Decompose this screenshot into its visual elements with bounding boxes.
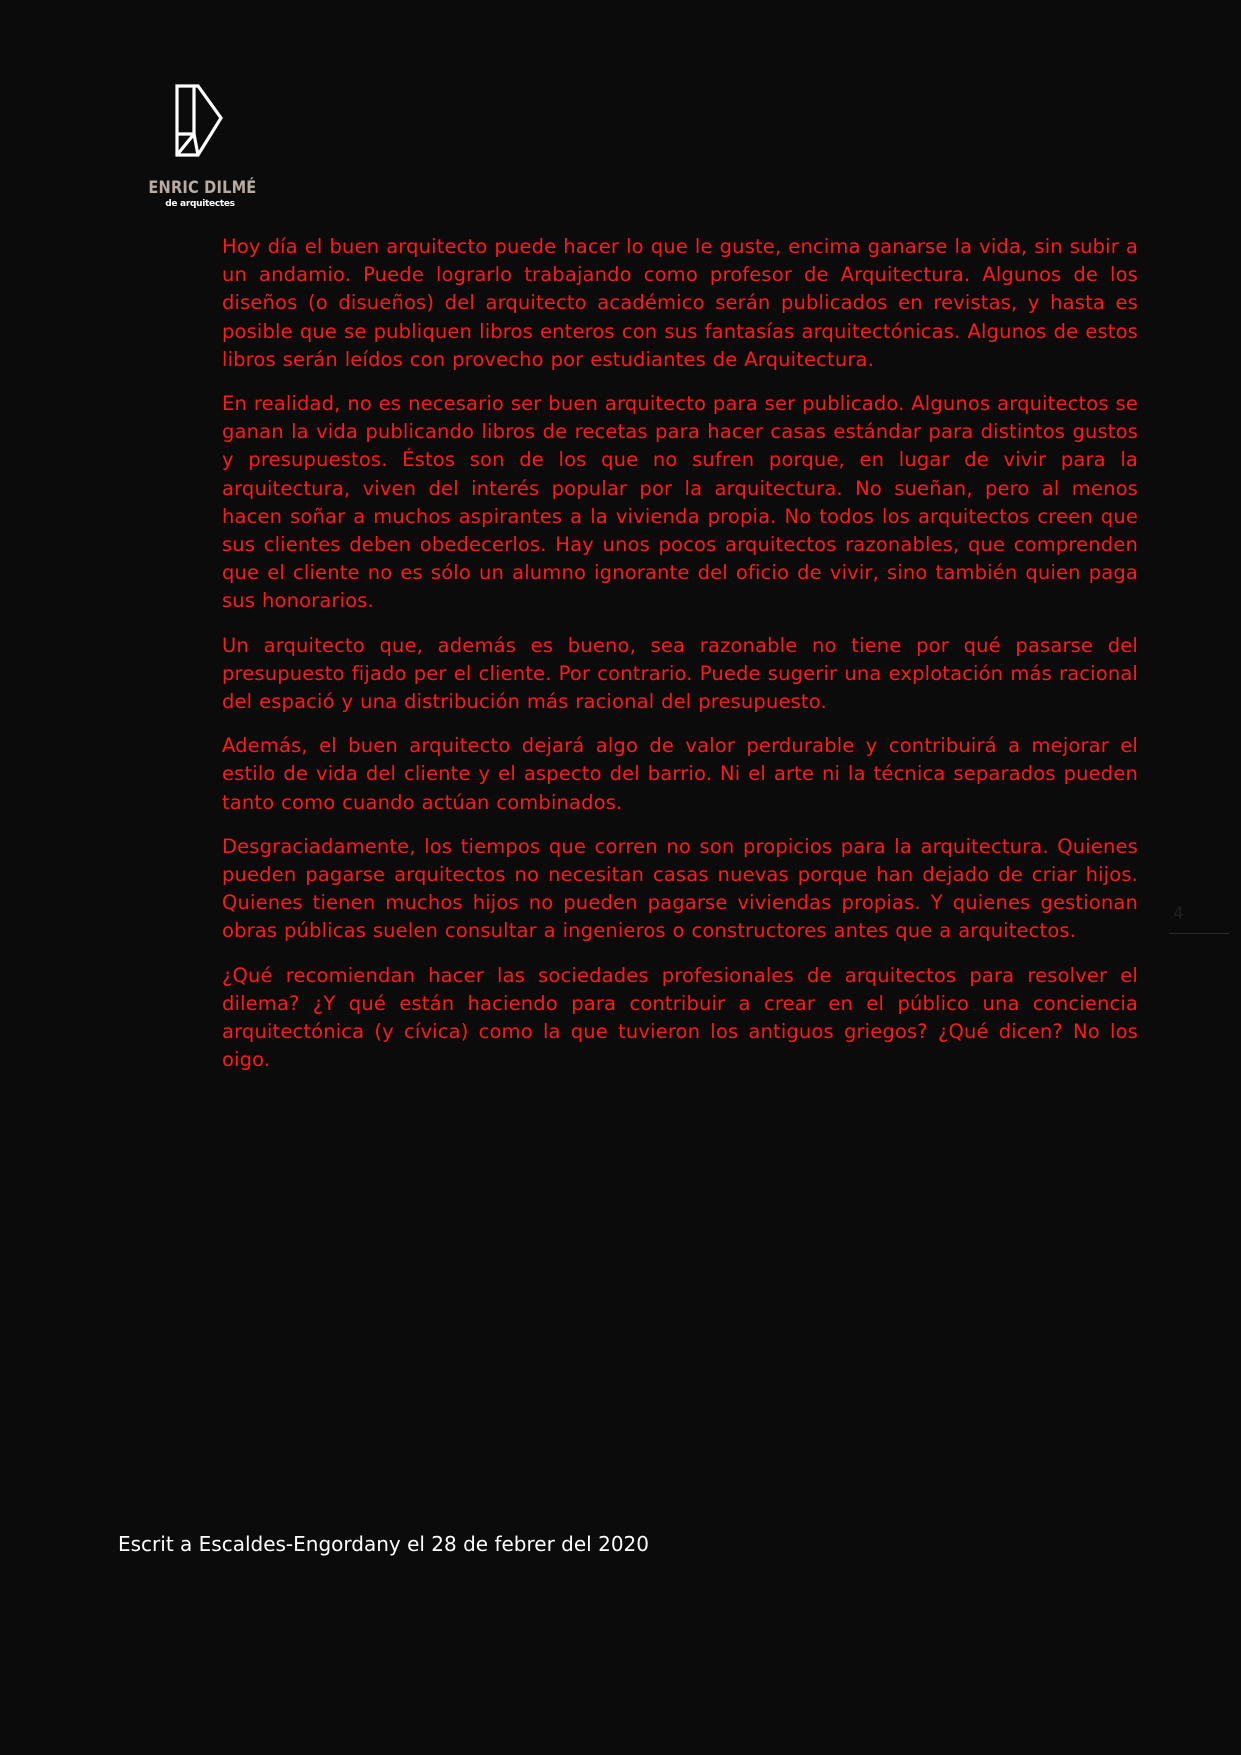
- company-logo: [140, 84, 260, 209]
- footer-signature: Escrit a Escaldes-Engordany el 28 de febrer del 2020: [118, 1532, 649, 1556]
- page-number: 4: [1173, 904, 1184, 924]
- paragraph: En realidad, no es necesario ser buen arquitecto para ser publicado. Algunos arquitectos se ganan la vida publicando libros de recetas para hacer casas estándar para distintos gustos y presupuestos. Éstos son de los que no sufren porque, en lugar de vivir para la arquitectura, viven del interés popular por la arquitectura. No sueñan, pero al menos hacen soñar a muchos aspirantes a la vivienda propia. No todos los arquitectos creen que sus clientes deben obedecerlos. Hay unos pocos arquitectos razonables, que comprenden que el cliente no es sólo un alumno ignorante del oficio de vivir, sino también quien paga sus honorarios.: [222, 392, 1138, 613]
- article-body: [222, 233, 1138, 1090]
- paragraph: Además, el buen arquitecto dejará algo de valor perdurable y contribuirá a mejorar el estilo de vida del cliente y el aspecto del barrio. Ni el arte ni la técnica separados pueden tanto como cuando actúan combinados.: [222, 734, 1138, 814]
- paragraph: Hoy día el buen arquitecto puede hacer lo que le guste, encima ganarse la vida, sin subir a un andamio. Puede lograrlo trabajando como profesor de Arquitectura. Algunos de los diseños (o disueños) del arquitecto académico serán publicados en revistas, y hasta es posible que se publiquen libros enteros con sus fantasías arquitectónicas. Algunos de estos libros serán leídos con provecho por estudiantes de Arquitectura.: [222, 235, 1138, 371]
- page-number-divider: [1169, 933, 1229, 934]
- paragraph: Desgraciadamente, los tiempos que corren no son propicios para la arquitectura. Quienes pueden pagarse arquitectos no necesitan casas nuevas porque han dejado de criar hijos. Quienes tienen muchos hijos no pueden pagarse viviendas propias. Y quienes gestionan obras públicas suelen consultar a ingenieros o constructores antes que a arquitectos.: [222, 834, 1138, 943]
- logo-subtitle: de arquitectes: [165, 199, 235, 209]
- paragraph: Un arquitecto que, además es bueno, sea razonable no tiene por qué pasarse del presupuesto fijado per el cliente. Por contrario. Puede sugerir una explotación más racional del espació y una distribución más racional del presupuesto.: [222, 633, 1138, 714]
- paragraph: ¿Qué recomiendan hacer las sociedades profesionales de arquitectos para resolver el dilema? ¿Y qué están haciendo para contribuir a crear en el público una conciencia arquitectónica (y cívica) como la que tuvieron los antiguos griegos? ¿Qué dicen? No los oigo.: [222, 963, 1138, 1072]
- monogram-d-icon: [174, 84, 226, 160]
- logo-name: ENRIC DILMÉ: [148, 178, 257, 198]
